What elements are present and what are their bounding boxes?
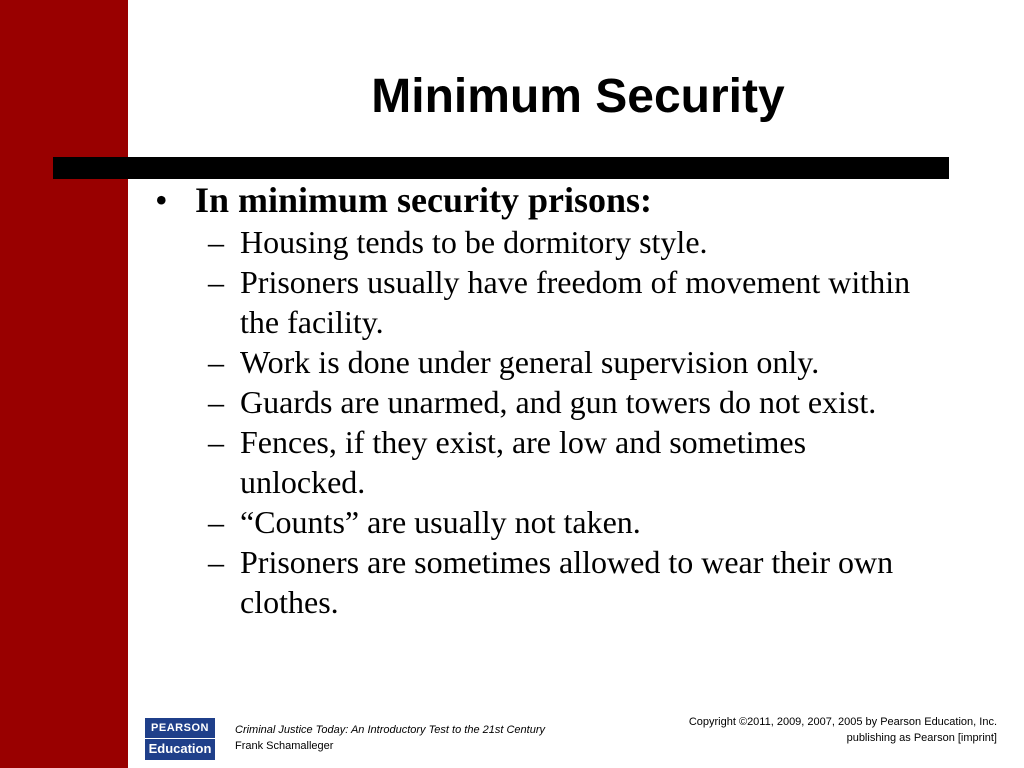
sub-bullet <box>155 542 975 622</box>
sub-bullet <box>155 502 975 542</box>
dash-marker: – <box>208 344 224 380</box>
sub-bullet-text: Guards are unarmed, and gun towers do not exist. <box>240 384 877 420</box>
logo-bottom-text: Education <box>148 741 212 756</box>
slide-content <box>155 178 975 622</box>
imprint-text: publishing as Pearson [imprint] <box>846 732 997 744</box>
left-accent-band <box>0 0 128 768</box>
dash-marker: – <box>208 224 224 260</box>
sub-bullet <box>155 262 975 342</box>
book-author: Frank Schamalleger <box>235 740 334 752</box>
title-divider <box>53 157 949 179</box>
sub-bullet-text: Prisoners usually have freedom of movement within the facility. <box>240 264 911 340</box>
book-title: Criminal Justice Today: An Introductory Test to the 21st Century <box>235 724 545 736</box>
footer-copyright <box>689 714 997 746</box>
bullet-marker: • <box>155 180 168 220</box>
sub-bullet <box>155 222 975 262</box>
copyright-text: Copyright ©2011, 2009, 2007, 2005 by Pearson Education, Inc. <box>688 716 997 728</box>
dash-marker: – <box>208 504 224 540</box>
dash-marker: – <box>208 424 224 460</box>
sub-bullet-text: Prisoners are sometimes allowed to wear their own clothes. <box>240 544 894 620</box>
sub-bullet <box>155 342 975 382</box>
slide-title: Minimum Security <box>371 70 785 123</box>
sub-bullet-text: Work is done under general supervision only. <box>240 344 820 380</box>
sub-bullet <box>155 382 975 422</box>
sub-bullet-text: Fences, if they exist, are low and sometimes unlocked. <box>240 424 807 500</box>
pearson-education-logo <box>145 718 215 760</box>
footer-book-info <box>235 722 545 754</box>
sub-bullet-list <box>155 222 975 622</box>
dash-marker: – <box>208 264 224 300</box>
dash-marker: – <box>208 544 224 580</box>
sub-bullet-text: “Counts” are usually not taken. <box>240 504 641 540</box>
main-bullet-text: In minimum security prisons: <box>195 180 653 220</box>
main-bullet <box>155 178 975 222</box>
sub-bullet-text: Housing tends to be dormitory style. <box>240 224 708 260</box>
dash-marker: – <box>208 384 224 420</box>
sub-bullet <box>155 422 975 502</box>
logo-top-text: PEARSON <box>145 718 215 739</box>
